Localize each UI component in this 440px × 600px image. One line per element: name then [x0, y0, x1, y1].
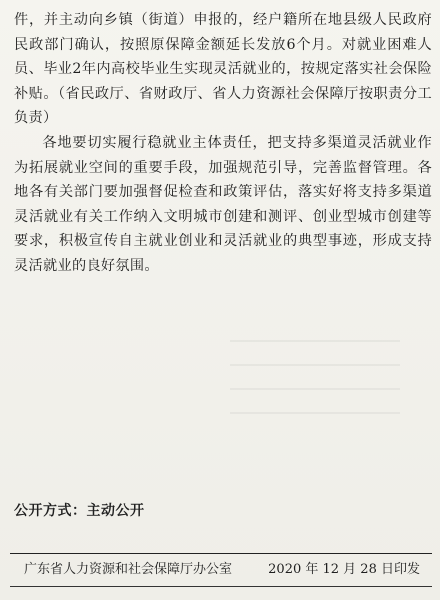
bleed-through-shadow: [230, 340, 400, 430]
footer-top-rule: [10, 553, 432, 554]
issue-date: 2020 年 12 月 28 日印发: [268, 562, 420, 577]
paragraph-responsibility: 各地要切实履行稳就业主体责任，把支持多渠道灵活就业作为拓展就业空间的重要手段，加强规范引导，完善监督管理。各地各有关部门要加强督促检查和政策评估，落实好将支持多渠道灵活就业有关工作纳入文明城市创建和测评、创业型城市创建等要求，积极宣传自主就业创业和灵活就业的典型事迹，形成支持灵活就业的良好氛围。: [14, 134, 432, 274]
footer-bottom-rule: [10, 586, 432, 587]
paragraph-continuation: 件，并主动向乡镇（街道）申报的，经户籍所在地县级人民政府民政部门确认，按照原保障金额延长发放6个月。对就业困难人员、毕业2年内高校毕业生实现灵活就业的，按规定落实社会保险补贴。（省民政厅、省财政厅、省人力资源社会保障厅按职责分工负责）: [14, 12, 432, 127]
issuer-name: 广东省人力资源和社会保障厅办公室: [24, 562, 233, 577]
body-text: [14, 8, 432, 279]
issuance-footer: [24, 560, 420, 580]
disclosure-method: 公开方式：主动公开: [14, 503, 145, 519]
